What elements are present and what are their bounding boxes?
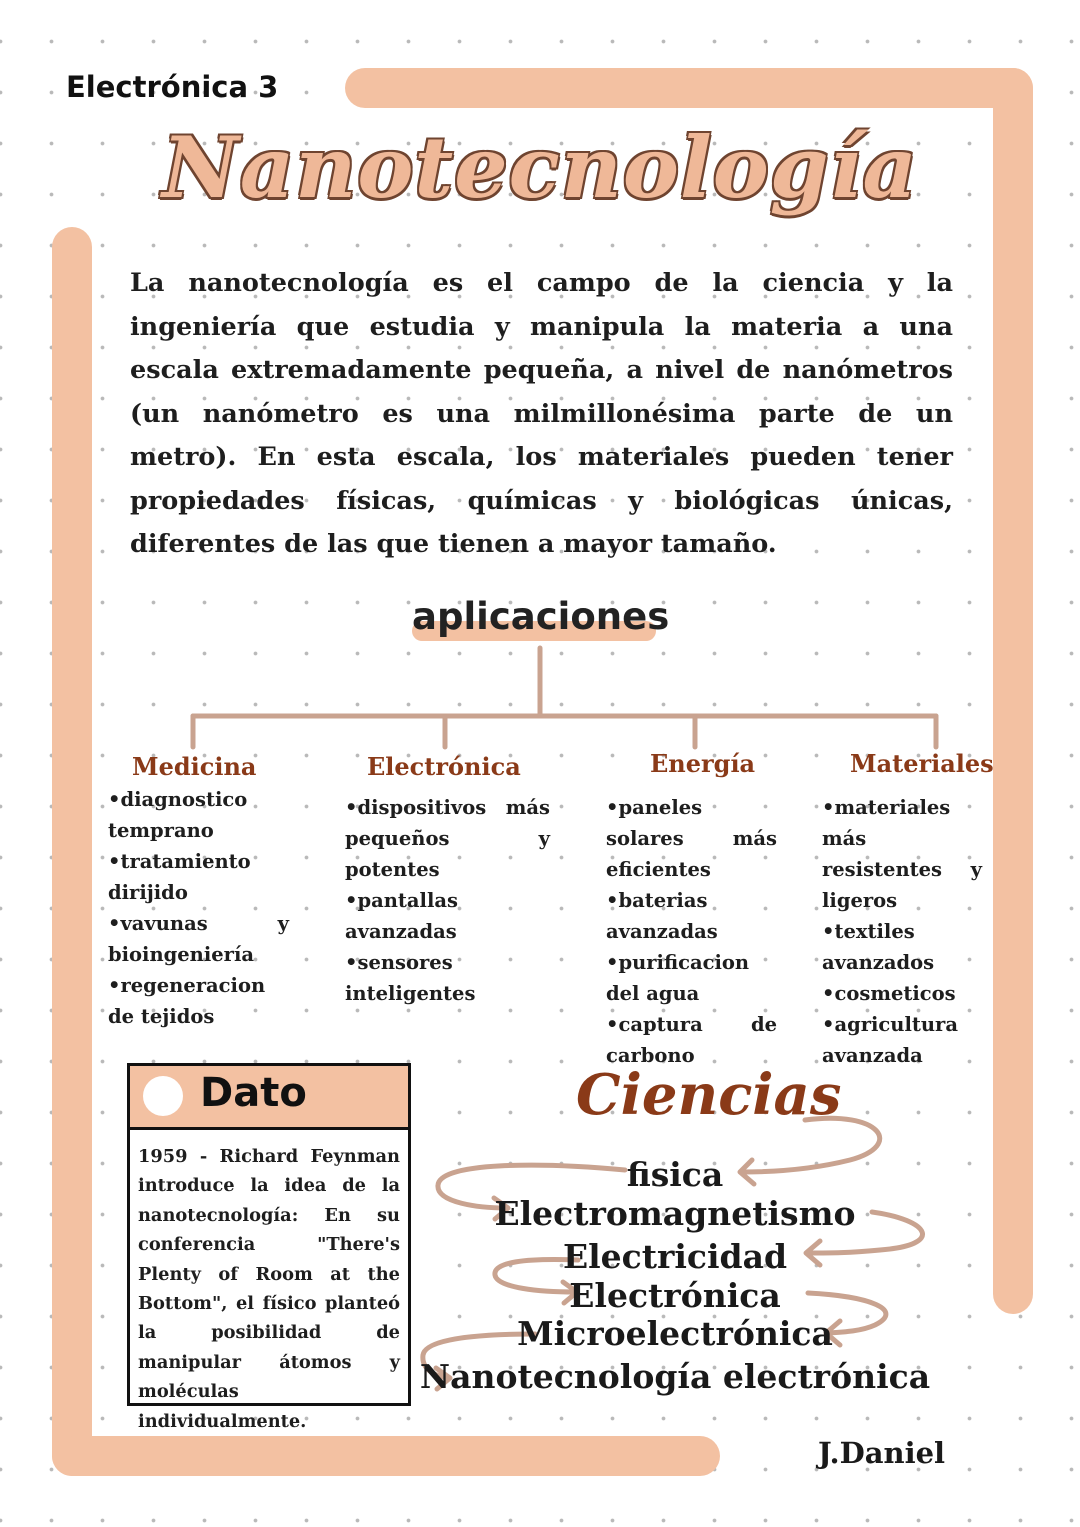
list-item: •dispositivos más pequeños y potentes — [345, 796, 550, 881]
fact-box-title: Dato — [200, 1070, 307, 1116]
list-item: •materiales más resistentes y ligeros — [822, 796, 982, 912]
fact-box-text: 1959 - Richard Feynman introduce la idea de la nanotecnología: En su conferencia "There's Plenty of Room at the Bottom", el físico planteó la posibilidad de manipular átomos y moléculas individualmente. — [138, 1146, 400, 1432]
list-item: •purificacion del agua — [606, 951, 750, 1005]
author-signature: J.Daniel — [818, 1436, 946, 1470]
ciencia-item: Electricidad — [562, 1237, 788, 1276]
list-item: •sensores inteligentes — [345, 951, 476, 1005]
applications-title: aplicaciones — [412, 595, 670, 638]
category-title-materiales: Materiales — [850, 749, 994, 778]
list-item: •pantallas avanzadas — [345, 889, 458, 943]
list-item: •diagnostico temprano — [108, 788, 248, 842]
subject-label: Electrónica 3 — [66, 70, 279, 104]
ciencia-item: Electromagnetismo — [494, 1194, 856, 1233]
list-item: •paneles solares más eficientes — [606, 796, 777, 881]
list-item: •regeneracion de tejidos — [108, 974, 266, 1028]
category-title-medicina: Medicina — [132, 752, 257, 781]
list-item: •textiles avanzados — [822, 920, 935, 974]
ciencia-item: Microelectrónica — [517, 1314, 833, 1353]
ciencia-item: Nanotecnología electrónica — [419, 1357, 931, 1396]
list-item: •captura de carbono — [606, 1013, 777, 1067]
ciencia-item: fisica — [626, 1155, 724, 1194]
category-title-electronica: Electrónica — [367, 752, 521, 781]
intro-paragraph: La nanotecnología es el campo de la ciencia y la ingeniería que estudia y manipula la materia a una escala extremadamente pequeña, a nivel de nanómetros (un nanómetro es una milmillonésima parte de un metro). En esta escala, los materiales pueden tener propiedades físicas, químicas y biológicas únicas, diferentes de las que tienen a mayor tamaño. — [130, 268, 953, 559]
list-item: •vavunas y bioingeniería — [108, 912, 289, 966]
list-item: •cosmeticos — [822, 982, 956, 1005]
category-title-energia: Energía — [650, 749, 756, 778]
list-item: •agricultura avanzada — [822, 1013, 958, 1067]
list-item: •tratamiento dirijido — [108, 850, 251, 904]
page-title: Nanotecnología — [162, 118, 918, 217]
ciencias-title: Ciencias — [576, 1062, 842, 1128]
list-item: •baterias avanzadas — [606, 889, 718, 943]
ciencia-item: Electrónica — [569, 1276, 781, 1315]
